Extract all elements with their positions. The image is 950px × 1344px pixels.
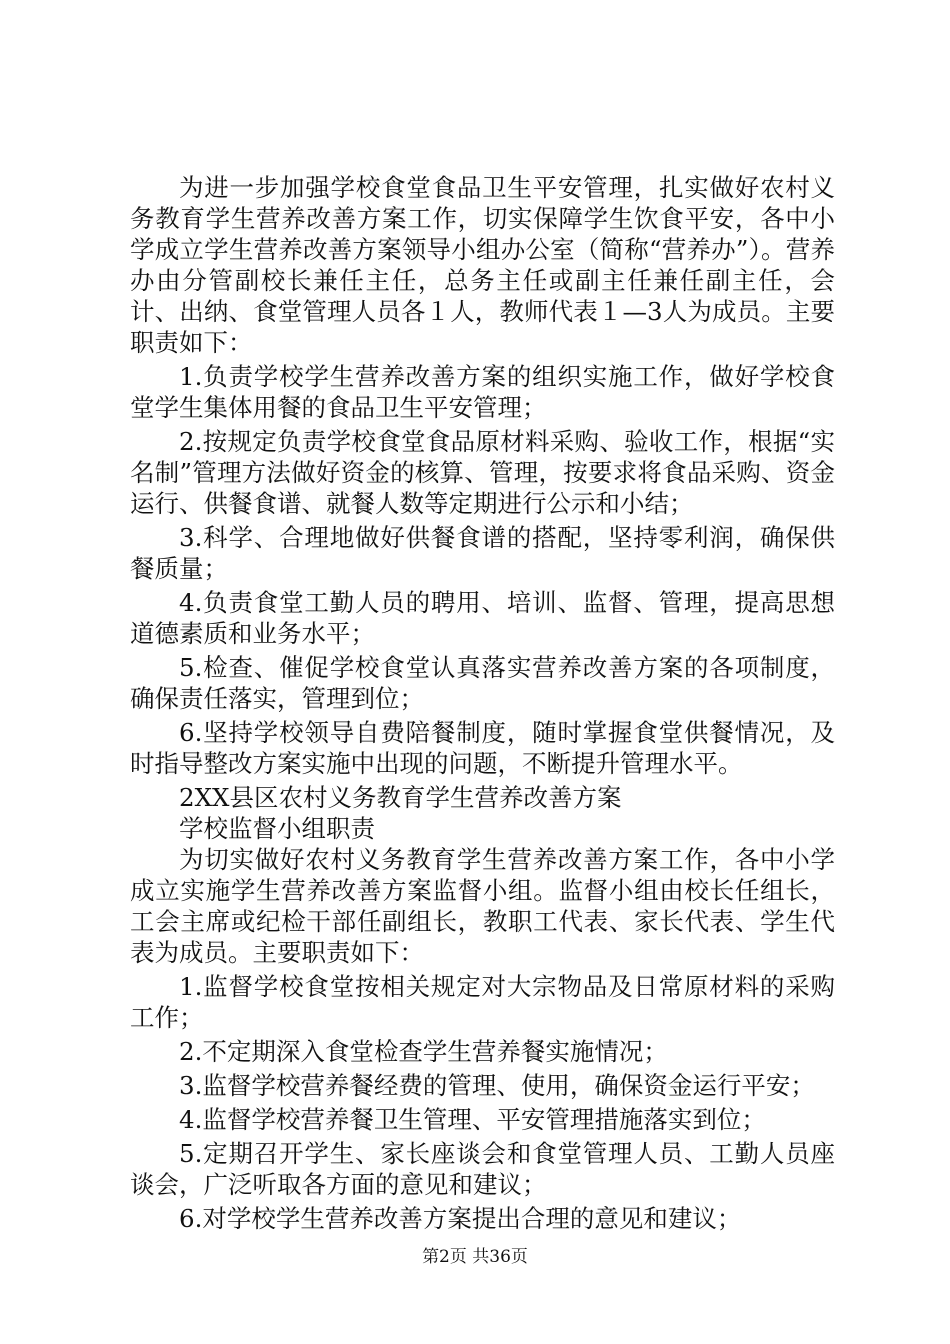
page-number: 第2页 xyxy=(422,1247,467,1267)
supervision-item-3: 3.监督学校营养餐经费的管理、使用，确保资金运行平安； xyxy=(179,1071,815,1100)
document-body xyxy=(130,172,835,1234)
duty-item-5: 5.检查、催促学校食堂认真落实营养改善方案的各项制度，确保责任落实，管理到位； xyxy=(130,653,835,713)
duty-item-2: 2.按规定负责学校食堂食品原材料采购、验收工作，根据“实名制”管理方法做好资金的核算、管理，按要求将食品采购、资金运行、供餐食谱、就餐人数等定期进行公示和小结； xyxy=(130,427,835,518)
supervision-item-2: 2.不定期深入食堂检查学生营养餐实施情况； xyxy=(179,1037,668,1066)
supervision-intro-paragraph: 为切实做好农村义务教育学生营养改善方案工作，各中小学成立实施学生营养改善方案监督小组。监督小组由校长任组长，工会主席或纪检干部任副组长，教职工代表、家长代表、学生代表为成员。主要职责如下： xyxy=(130,845,835,967)
section-heading: 2XX县区农村义务教育学生营养改善方案 xyxy=(179,783,622,812)
supervision-item-4: 4.监督学校营养餐卫生管理、平安管理措施落实到位； xyxy=(179,1105,766,1134)
duty-item-3: 3.科学、合理地做好供餐食谱的搭配，坚持零利润，确保供餐质量； xyxy=(130,523,835,583)
duty-item-1: 1.负责学校学生营养改善方案的组织实施工作，做好学校食堂学生集体用餐的食品卫生平安管理； xyxy=(130,362,835,422)
supervision-item-1: 1.监督学校食堂按相关规定对大宗物品及日常原材料的采购工作； xyxy=(130,972,835,1032)
intro-paragraph: 为进一步加强学校食堂食品卫生平安管理，扎实做好农村义务教育学生营养改善方案工作，切实保障学生饮食平安，各中小学成立学生营养改善方案领导小组办公室（简称“营养办”）。营养办由分管副校长兼任主任，总务主任或副主任兼任副主任，会计、出纳、食堂管理人员各１人，教师代表１—3人为成员。主要职责如下： xyxy=(130,173,835,357)
page-footer xyxy=(0,1246,950,1268)
supervision-item-5: 5.定期召开学生、家长座谈会和食堂管理人员、工勤人员座谈会，广泛听取各方面的意见和建议； xyxy=(130,1139,835,1199)
section-subheading: 学校监督小组职责 xyxy=(179,814,375,843)
supervision-item-6: 6.对学校学生营养改善方案提出合理的意见和建议； xyxy=(179,1204,742,1233)
page-total: 共36页 xyxy=(472,1247,528,1267)
duty-item-4: 4.负责食堂工勤人员的聘用、培训、监督、管理，提高思想道德素质和业务水平； xyxy=(130,588,835,648)
duty-item-6: 6.坚持学校领导自费陪餐制度，随时掌握食堂供餐情况，及时指导整改方案实施中出现的问题，不断提升管理水平。 xyxy=(130,718,835,778)
